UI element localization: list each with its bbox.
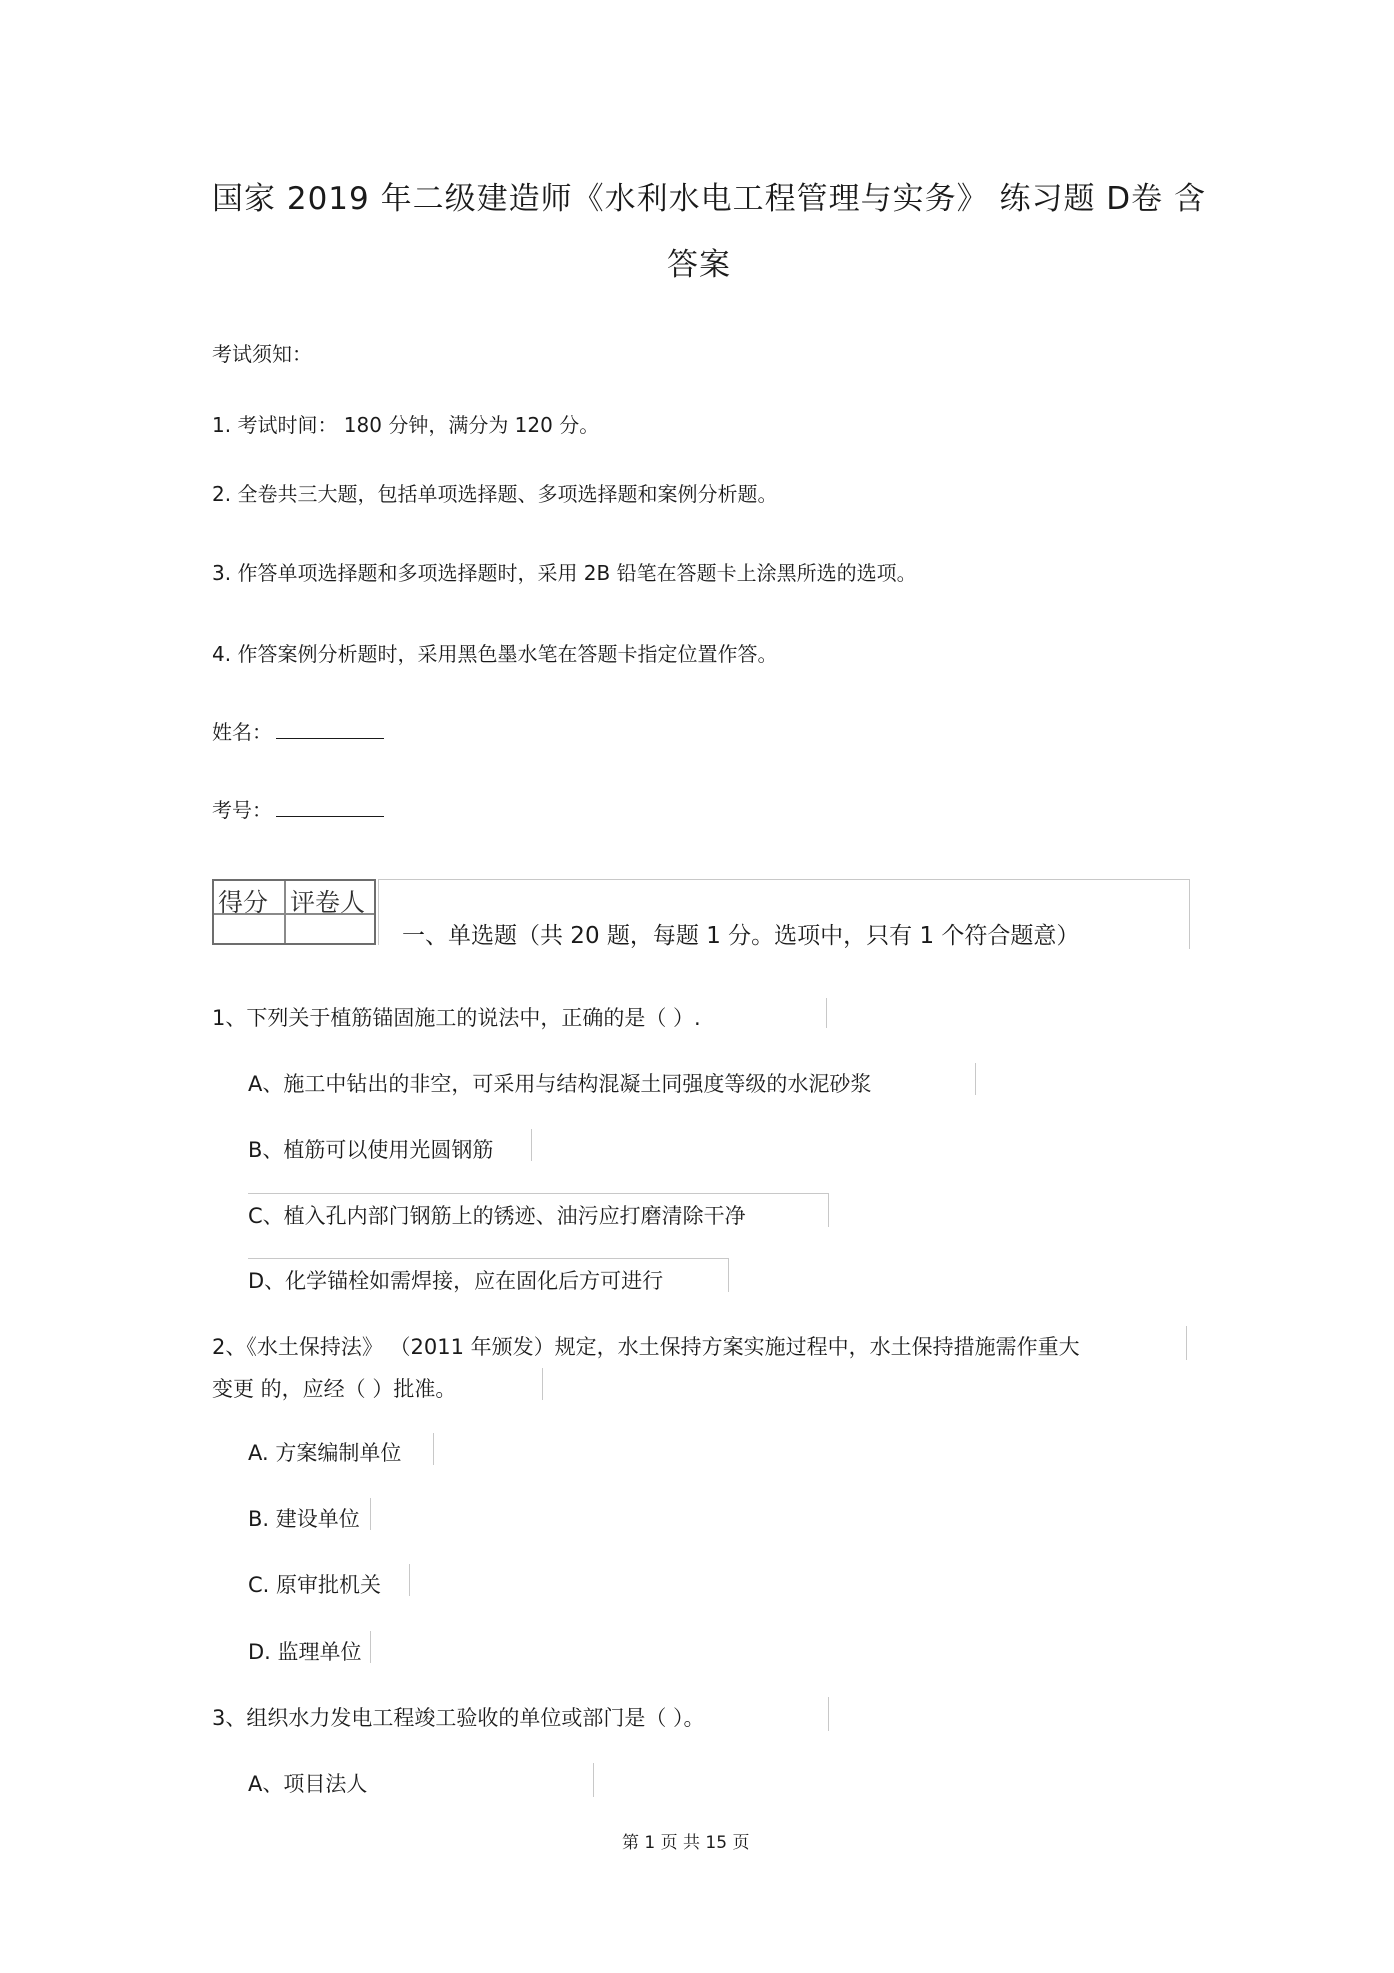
question-2-option-c[interactable]: C. 原审批机关 <box>248 1573 382 1597</box>
q2-opt-c-guide <box>409 1564 410 1596</box>
section-frame-left <box>378 879 379 945</box>
q3-opt-a-guide <box>593 1763 594 1797</box>
q2-stem-guide <box>1186 1326 1187 1360</box>
q1-opt-a-guide <box>975 1063 976 1095</box>
question-2-option-d[interactable]: D. 监理单位 <box>248 1640 362 1664</box>
document-title-line1: 国家 2019 年二级建造师《水利水电工程管理与实务》 练习题 D卷 含 <box>212 181 1207 217</box>
q2-opt-d-guide <box>370 1631 371 1663</box>
document-title-line2: 答案 <box>667 247 731 283</box>
question-1-option-d[interactable]: D、化学锚栓如需焊接，应在固化后方可进行 <box>248 1269 664 1293</box>
q1-opt-b-guide <box>531 1129 532 1161</box>
q2-stem-cont-guide <box>542 1368 543 1400</box>
exam-number-blank[interactable] <box>276 796 384 817</box>
q2-opt-a-guide <box>433 1433 434 1465</box>
q2-opt-b-guide <box>370 1498 371 1530</box>
exam-number-label: 考号： <box>212 798 272 822</box>
name-field[interactable] <box>212 716 384 745</box>
q1-stem-guide <box>826 998 827 1028</box>
name-blank[interactable] <box>276 718 384 739</box>
notice-item-4: 4. 作答案例分析题时，采用黑色墨水笔在答题卡指定位置作答。 <box>212 642 778 666</box>
name-label: 姓名： <box>212 720 272 744</box>
question-2-stem-cont: 变更 的，应经（ ）批准。 <box>212 1377 457 1401</box>
score-label: 得分 <box>218 888 269 917</box>
notice-heading: 考试须知： <box>212 342 312 366</box>
q1-opt-c-guide <box>828 1193 829 1227</box>
question-3-option-a[interactable]: A、项目法人 <box>248 1772 368 1796</box>
grader-label: 评卷人 <box>290 888 366 917</box>
section-heading: 一、单选题（共 20 题，每题 1 分。选项中，只有 1 个符合题意） <box>402 923 1080 949</box>
question-2-option-a[interactable]: A. 方案编制单位 <box>248 1441 402 1465</box>
score-table-divider <box>284 881 286 943</box>
notice-item-1: 1. 考试时间： 180 分钟，满分为 120 分。 <box>212 413 600 437</box>
q1-opt-d-guide <box>728 1258 729 1292</box>
page-footer: 第 1 页 共 15 页 <box>622 1833 750 1853</box>
question-1-option-a[interactable]: A、施工中钻出的非空，可采用与结构混凝土同强度等级的水泥砂浆 <box>248 1072 872 1096</box>
question-1-option-c[interactable]: C、植入孔内部门钢筋上的锈迹、油污应打磨清除干净 <box>248 1204 746 1228</box>
score-table <box>212 879 376 945</box>
exam-number-field[interactable] <box>212 794 384 823</box>
question-1-option-b[interactable]: B、植筋可以使用光圆钢筋 <box>248 1138 494 1162</box>
question-3-stem: 3、组织水力发电工程竣工验收的单位或部门是（ ）。 <box>212 1706 705 1730</box>
q3-stem-guide <box>828 1697 829 1731</box>
section-frame-right <box>1189 879 1190 949</box>
q1-opt-d-guide-top <box>248 1258 728 1259</box>
section-frame-top <box>378 879 1190 880</box>
notice-item-3: 3. 作答单项选择题和多项选择题时，采用 2B 铅笔在答题卡上涂黑所选的选项。 <box>212 561 917 585</box>
question-1-stem: 1、下列关于植筋锚固施工的说法中，正确的是（ ）. <box>212 1006 701 1030</box>
question-2-stem: 2、《水土保持法》 （2011 年颁发）规定，水土保持方案实施过程中，水土保持措施需作重大 <box>212 1335 1080 1359</box>
notice-item-2: 2. 全卷共三大题，包括单项选择题、多项选择题和案例分析题。 <box>212 482 778 506</box>
question-2-option-b[interactable]: B. 建设单位 <box>248 1507 360 1531</box>
q1-opt-c-guide-top <box>248 1193 828 1194</box>
